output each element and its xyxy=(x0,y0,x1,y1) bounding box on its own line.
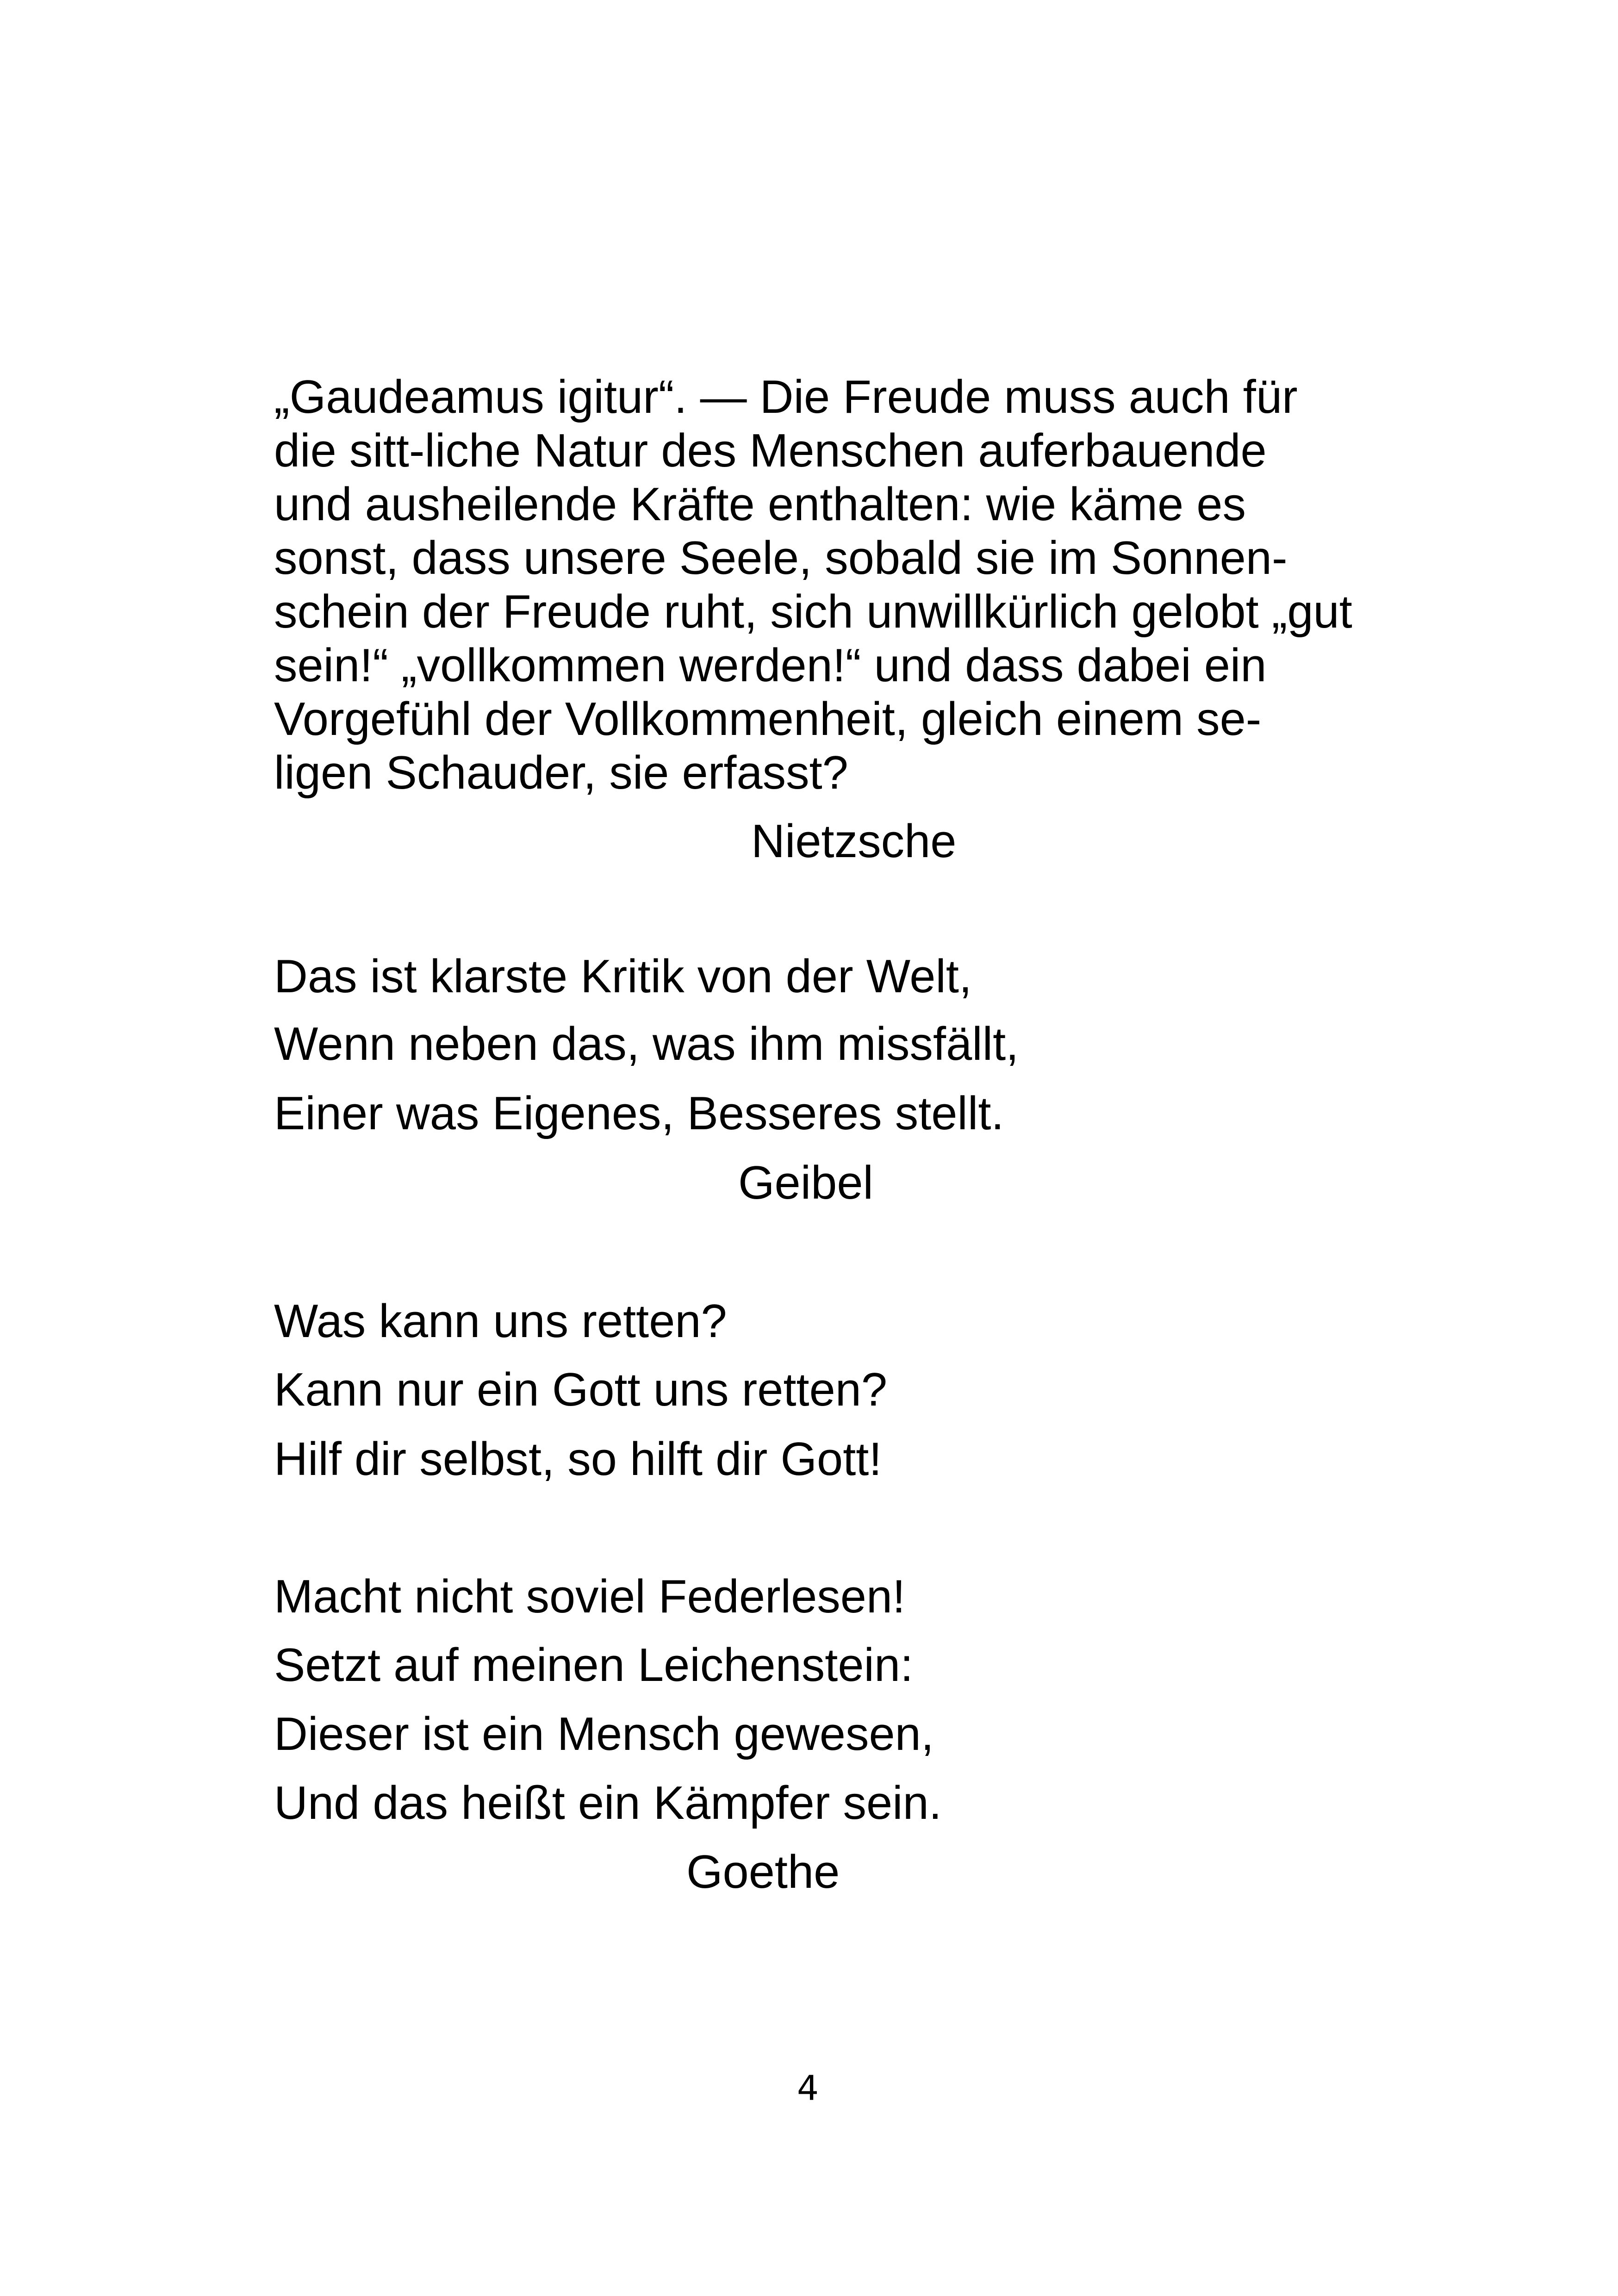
quote-line: schein der Freude ruht, sich unwillkürlich gelobt „gut xyxy=(274,586,1352,638)
quote-line: Macht nicht soviel Federlesen! xyxy=(274,1571,906,1623)
quote-line: und ausheilende Kräfte enthalten: wie käme es xyxy=(274,479,1246,530)
quote-line: Das ist klarste Kritik von der Welt, xyxy=(274,951,972,1002)
quote-line: sein!“ „vollkommen werden!“ und dass dabei ein xyxy=(274,640,1267,691)
quote-line: Und das heißt ein Kämpfer sein. xyxy=(274,1777,942,1829)
quote-line: Vorgefühl der Vollkommenheit, gleich einem se- xyxy=(274,693,1262,745)
page-number: 4 xyxy=(797,2068,819,2108)
quote-line: Wenn neben das, was ihm missfällt, xyxy=(274,1018,1019,1070)
quote-line: Dieser ist ein Mensch gewesen, xyxy=(274,1708,934,1760)
quote-line: „Gaudeamus igitur“. — Die Freude muss auch für xyxy=(274,371,1298,423)
quote-author: Goethe xyxy=(686,1846,840,1898)
quote-author: Nietzsche xyxy=(751,815,957,867)
quote-line: Einer was Eigenes, Besseres stellt. xyxy=(274,1088,1004,1139)
quote-line: Setzt auf meinen Leichenstein: xyxy=(274,1639,914,1691)
quote-line: Kann nur ein Gott uns retten? xyxy=(274,1364,888,1416)
quote-line: Was kann uns retten? xyxy=(274,1295,727,1347)
quote-line: ligen Schauder, sie erfasst? xyxy=(274,747,848,799)
quote-line: die sitt-liche Natur des Menschen auferbauende xyxy=(274,425,1267,477)
quote-line: Hilf dir selbst, so hilft dir Gott! xyxy=(274,1433,882,1485)
quote-author: Geibel xyxy=(738,1157,873,1209)
quote-line: sonst, dass unsere Seele, sobald sie im Sonnen- xyxy=(274,532,1288,584)
